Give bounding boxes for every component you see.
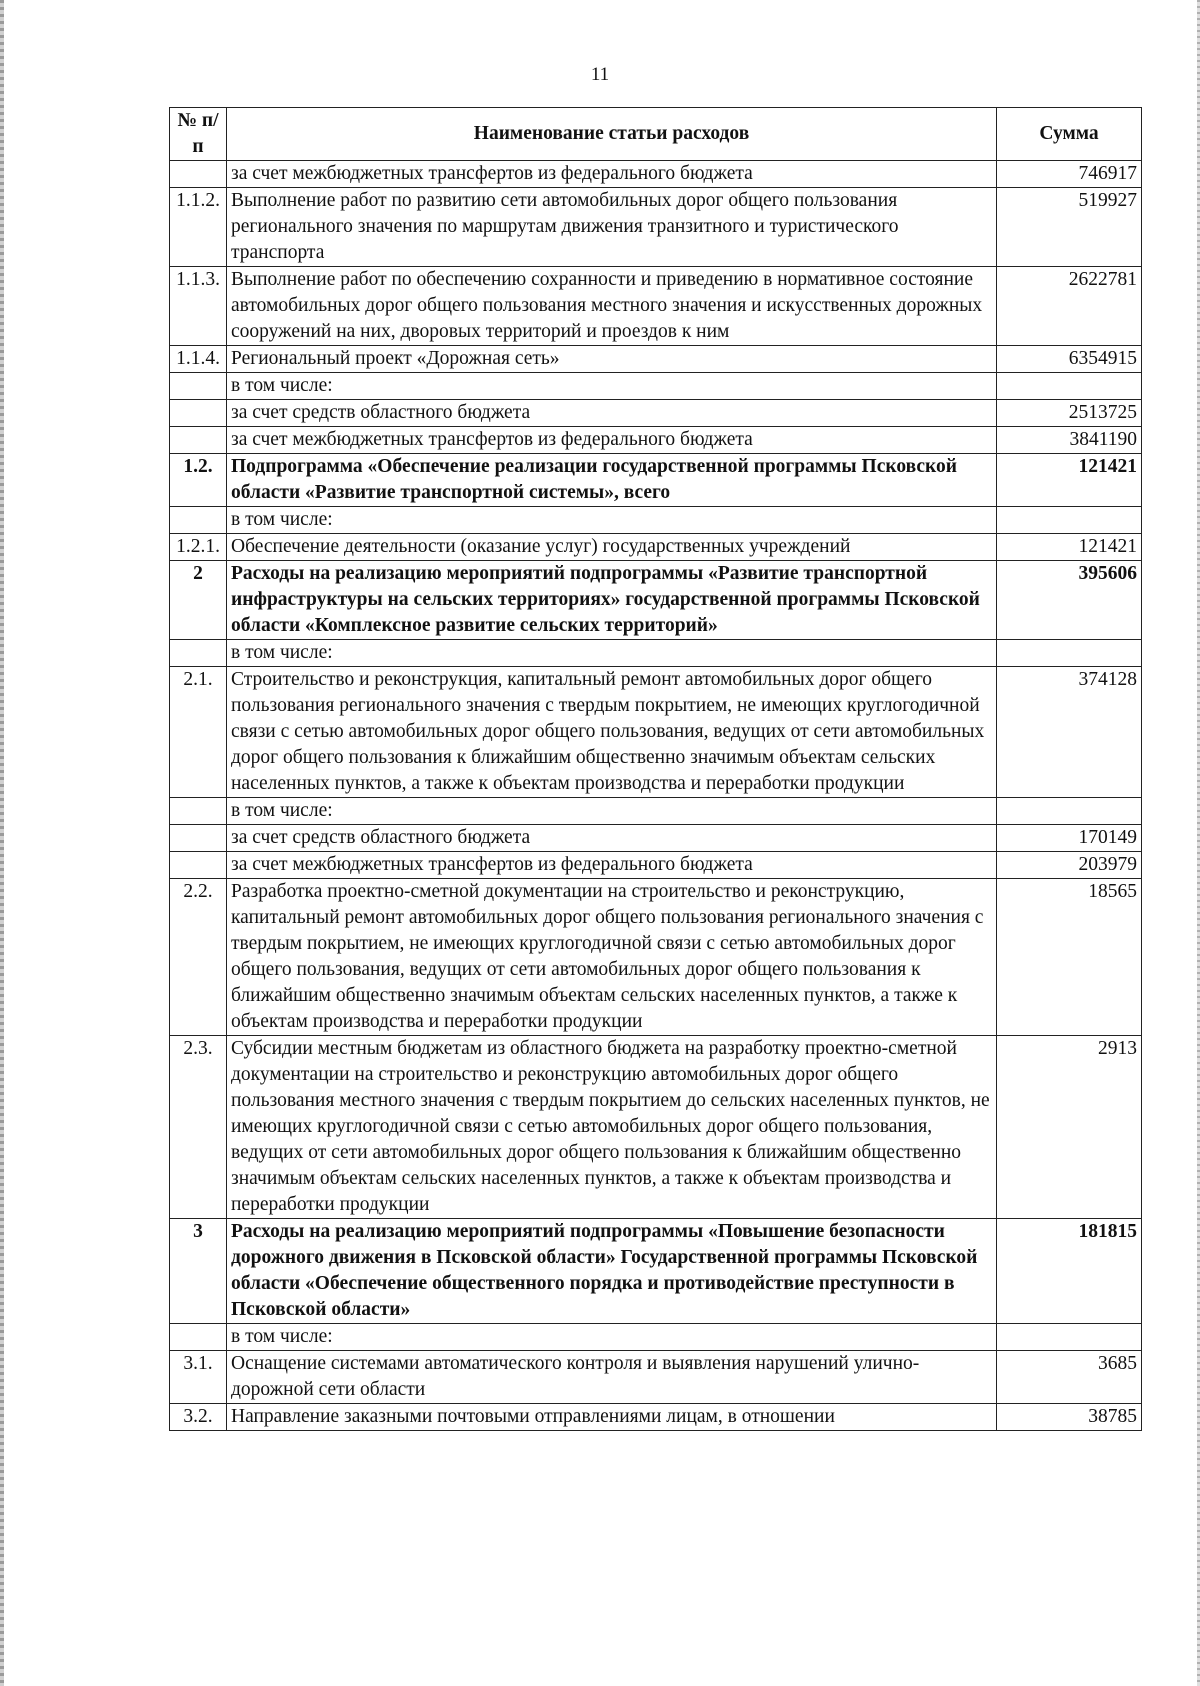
table-row [170,373,1142,400]
row-name-cell: Обеспечение деятельности (оказание услуг) государственных учреждений [227,534,997,561]
table-row [170,454,1142,507]
header-sum: Сумма [997,108,1142,161]
table-row [170,1404,1142,1431]
row-sum-cell: 121421 [997,454,1142,507]
header-name: Наименование статьи расходов [227,108,997,161]
row-name-cell: Оснащение системами автоматического контроля и выявления нарушений улично-дорожной сети области [227,1351,997,1404]
row-number-cell [170,400,227,427]
row-name-cell: Направление заказными почтовыми отправлениями лицам, в отношении [227,1404,997,1431]
row-sum-cell: 519927 [997,188,1142,267]
row-number-cell [170,798,227,825]
row-number-cell: 3.1. [170,1351,227,1404]
table-row [170,1036,1142,1219]
table-row [170,346,1142,373]
table-row [170,667,1142,798]
row-number-cell: 3 [170,1219,227,1324]
row-sum-cell: 6354915 [997,346,1142,373]
row-sum-cell: 2622781 [997,267,1142,346]
table-row [170,1351,1142,1404]
row-sum-cell: 181815 [997,1219,1142,1324]
row-sum-cell: 2913 [997,1036,1142,1219]
row-name-cell: Выполнение работ по обеспечению сохранности и приведению в нормативное состояние автомобильных дорог общего пользования местного значения и искусственных дорожных сооружений на них, дворовых территорий и проездов к ним [227,267,997,346]
row-name-cell: в том числе: [227,507,997,534]
row-number-cell: 2.2. [170,879,227,1036]
row-name-cell: за счет межбюджетных трансфертов из федерального бюджета [227,427,997,454]
table-row [170,825,1142,852]
row-sum-cell: 374128 [997,667,1142,798]
row-name-cell: в том числе: [227,640,997,667]
table-row [170,561,1142,640]
row-name-cell: Строительство и реконструкция, капитальный ремонт автомобильных дорог общего пользования регионального значения с твердым покрытием, не имеющих круглогодичной связи с сетью автомобильных дорог общего пользования, ведущих от сети автомобильных дорог общего пользования к ближайшим общественно значимым объектам сельских населенных пунктов, а также к объектам производства и переработки продукции [227,667,997,798]
row-number-cell: 1.2. [170,454,227,507]
budget-table [169,107,1142,1431]
row-name-cell: Субсидии местным бюджетам из областного бюджета на разработку проектно-сметной документации на строительство и реконструкцию автомобильных дорог общего пользования местного значения с твердым покрытием до сельских населенных пунктов, не имеющих круглогодичной связи с сетью автомобильных дорог общего пользования, ведущих от сети автомобильных дорог общего пользования к ближайшим общественно значимым объектам сельских населенных пунктов, а также к объектам производства и переработки продукции [227,1036,997,1219]
row-number-cell [170,1324,227,1351]
row-number-cell: 1.1.3. [170,267,227,346]
table-row [170,640,1142,667]
row-number-cell: 1.1.2. [170,188,227,267]
row-number-cell [170,373,227,400]
table-row [170,507,1142,534]
table-row [170,879,1142,1036]
row-name-cell: в том числе: [227,798,997,825]
table-row [170,534,1142,561]
row-sum-cell: 38785 [997,1404,1142,1431]
row-name-cell: Расходы на реализацию мероприятий подпрограммы «Повышение безопасности дорожного движения в Псковской области» Государственной программы Псковской области «Обеспечение общественного порядка и противодействие преступности в Псковской области» [227,1219,997,1324]
row-number-cell [170,161,227,188]
row-name-cell: за счет средств областного бюджета [227,400,997,427]
header-num: № п/п [170,108,227,161]
row-sum-cell: 3685 [997,1351,1142,1404]
row-sum-cell: 395606 [997,561,1142,640]
row-number-cell: 2.1. [170,667,227,798]
row-number-cell: 2.3. [170,1036,227,1219]
row-sum-cell: 746917 [997,161,1142,188]
row-name-cell: за счет средств областного бюджета [227,825,997,852]
table-row [170,188,1142,267]
row-sum-cell: 170149 [997,825,1142,852]
table-header-row [170,108,1142,161]
table-row [170,1219,1142,1324]
row-number-cell: 2 [170,561,227,640]
row-number-cell: 1.1.4. [170,346,227,373]
row-name-cell: Расходы на реализацию мероприятий подпрограммы «Развитие транспортной инфраструктуры на сельских территориях» государственной программы Псковской области «Комплексное развитие сельских территорий» [227,561,997,640]
row-sum-cell: 2513725 [997,400,1142,427]
row-sum-cell [997,798,1142,825]
row-sum-cell: 121421 [997,534,1142,561]
row-name-cell: Подпрограмма «Обеспечение реализации государственной программы Псковской области «Развитие транспортной системы», всего [227,454,997,507]
row-sum-cell: 3841190 [997,427,1142,454]
row-number-cell: 3.2. [170,1404,227,1431]
row-sum-cell [997,373,1142,400]
row-number-cell [170,640,227,667]
row-sum-cell: 18565 [997,879,1142,1036]
row-name-cell: Выполнение работ по развитию сети автомобильных дорог общего пользования регионального значения по маршрутам движения транзитного и туристического транспорта [227,188,997,267]
row-name-cell: в том числе: [227,373,997,400]
row-name-cell: Региональный проект «Дорожная сеть» [227,346,997,373]
table-row [170,161,1142,188]
row-number-cell [170,427,227,454]
row-name-cell: за счет межбюджетных трансфертов из федерального бюджета [227,852,997,879]
row-number-cell [170,852,227,879]
table-row [170,852,1142,879]
row-name-cell: Разработка проектно-сметной документации на строительство и реконструкцию, капитальный ремонт автомобильных дорог общего пользования регионального значения с твердым покрытием, не имеющих круглогодичной связи с сетью автомобильных дорог общего пользования, ведущих от сети автомобильных дорог общего пользования к ближайшим общественно значимым объектам сельских населенных пунктов, а также к объектам производства и переработки продукции [227,879,997,1036]
table-row [170,798,1142,825]
row-number-cell [170,507,227,534]
scan-edge-left [0,0,4,1686]
page-number: 11 [590,64,610,85]
row-number-cell: 1.2.1. [170,534,227,561]
row-sum-cell: 203979 [997,852,1142,879]
table-row [170,427,1142,454]
row-sum-cell [997,507,1142,534]
row-sum-cell [997,1324,1142,1351]
row-number-cell [170,825,227,852]
table-body [170,161,1142,1431]
row-name-cell: за счет межбюджетных трансфертов из федерального бюджета [227,161,997,188]
row-sum-cell [997,640,1142,667]
table-row [170,400,1142,427]
row-name-cell: в том числе: [227,1324,997,1351]
table-row [170,1324,1142,1351]
table-row [170,267,1142,346]
